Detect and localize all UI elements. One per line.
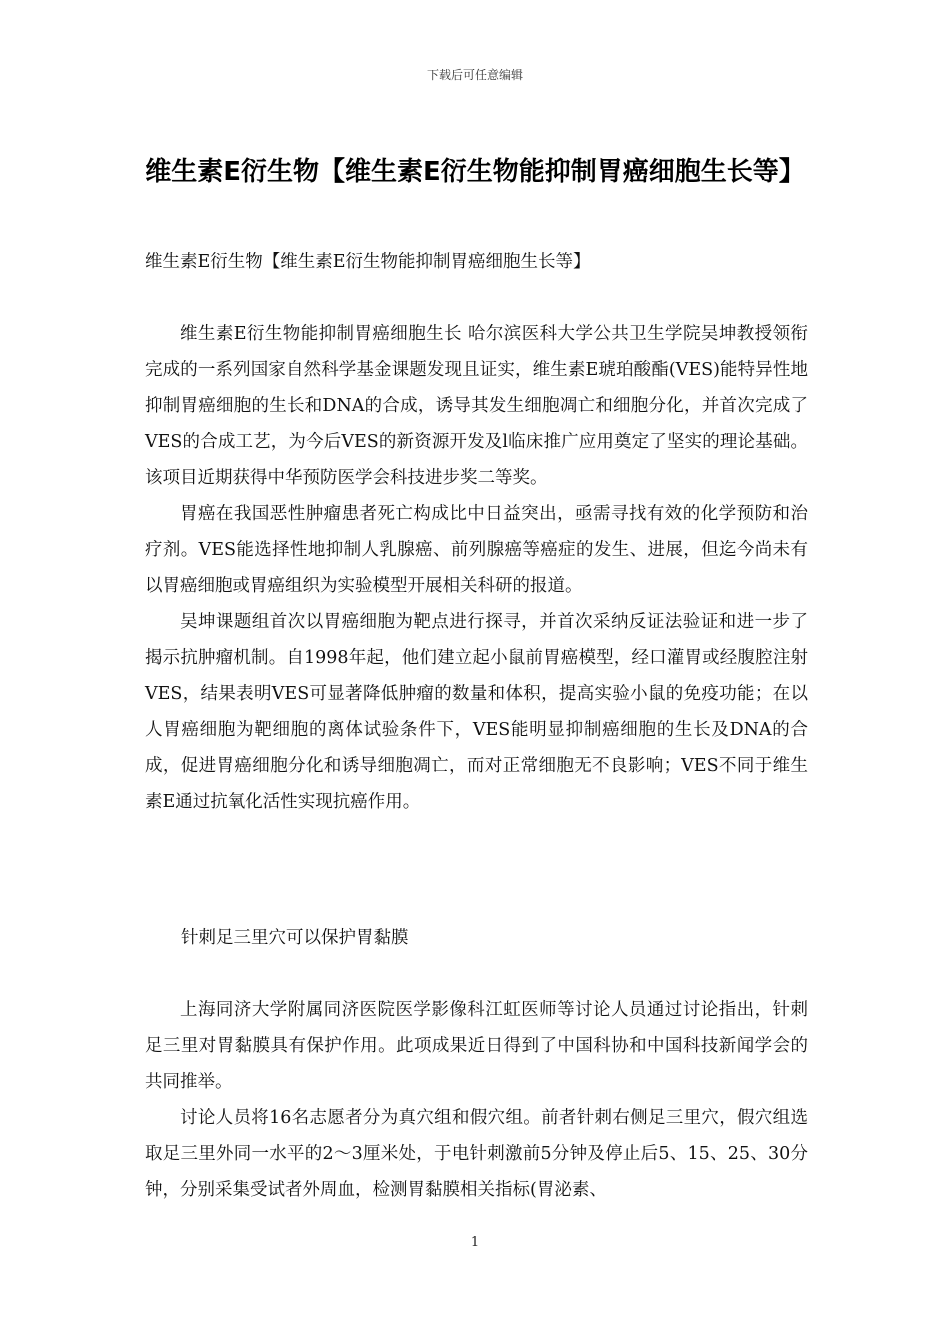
paragraph: 吴坤课题组首次以胃癌细胞为靶点进行探寻，并首次采纳反证法验证和进一步了揭示抗肿瘤机制。自1998年起，他们建立起小鼠前胃癌模型，经口灌胃或经腹腔注射VES，结果表明VES可显著降低肿瘤的数量和体积，提高实验小鼠的免疫功能；在以人胃癌细胞为靶细胞的离体试验条件下，VES能明显抑制癌细胞的生长及DNA的合成，促进胃癌细胞分化和诱导细胞凋亡，而对正常细胞无不良影响；VES不同于维生素E通过抗氧化活性实现抗癌作用。 xyxy=(145,612,808,812)
article-body-acupuncture xyxy=(145,992,808,1208)
paragraph: 维生素E衍生物能抑制胃癌细胞生长 哈尔滨医科大学公共卫生学院吴坤教授领衔完成的一系列国家自然科学基金课题发现且证实，维生素E琥珀酸酯(VES)能特异性地抑制胃癌细胞的生长和DNA的合成，诱导其发生细胞凋亡和细胞分化，并首次完成了VES的合成工艺，为今后VES的新资源开发及l临床推广应用奠定了坚实的理论基础。该项目近期获得中华预防医学会科技进步奖二等奖。 xyxy=(145,324,808,488)
article-body-vitamin-e xyxy=(145,316,808,820)
paragraph: 讨论人员将16名志愿者分为真穴组和假穴组。前者针刺右侧足三里穴，假穴组选取足三里外同一水平的2～3厘米处，于电针刺激前5分钟及停止后5、15、25、30分钟，分别采集受试者外周血，检测胃黏膜相关指标(胃泌素、 xyxy=(145,1108,808,1200)
subtitle-line: 维生素E衍生物【维生素E衍生物能抑制胃癌细胞生长等】 xyxy=(145,252,591,272)
document-title: 维生素E衍生物【维生素E衍生物能抑制胃癌细胞生长等】 xyxy=(145,157,805,187)
section-heading: 针刺足三里穴可以保护胃黏膜 xyxy=(181,928,409,948)
paragraph: 胃癌在我国恶性肿瘤患者死亡构成比中日益突出，亟需寻找有效的化学预防和治疗剂。VES能选择性地抑制人乳腺癌、前列腺癌等癌症的发生、进展，但迄今尚未有以胃癌细胞或胃癌组织为实验模型开展相关科研的报道。 xyxy=(145,504,808,596)
paragraph: 上海同济大学附属同济医院医学影像科江虹医师等讨论人员通过讨论指出，针刺足三里对胃黏膜具有保护作用。此项成果近日得到了中国科协和中国科技新闻学会的共同推举。 xyxy=(145,1000,808,1092)
page-number: 1 xyxy=(470,1235,480,1250)
header-note: 下载后可任意编辑 xyxy=(426,68,523,82)
